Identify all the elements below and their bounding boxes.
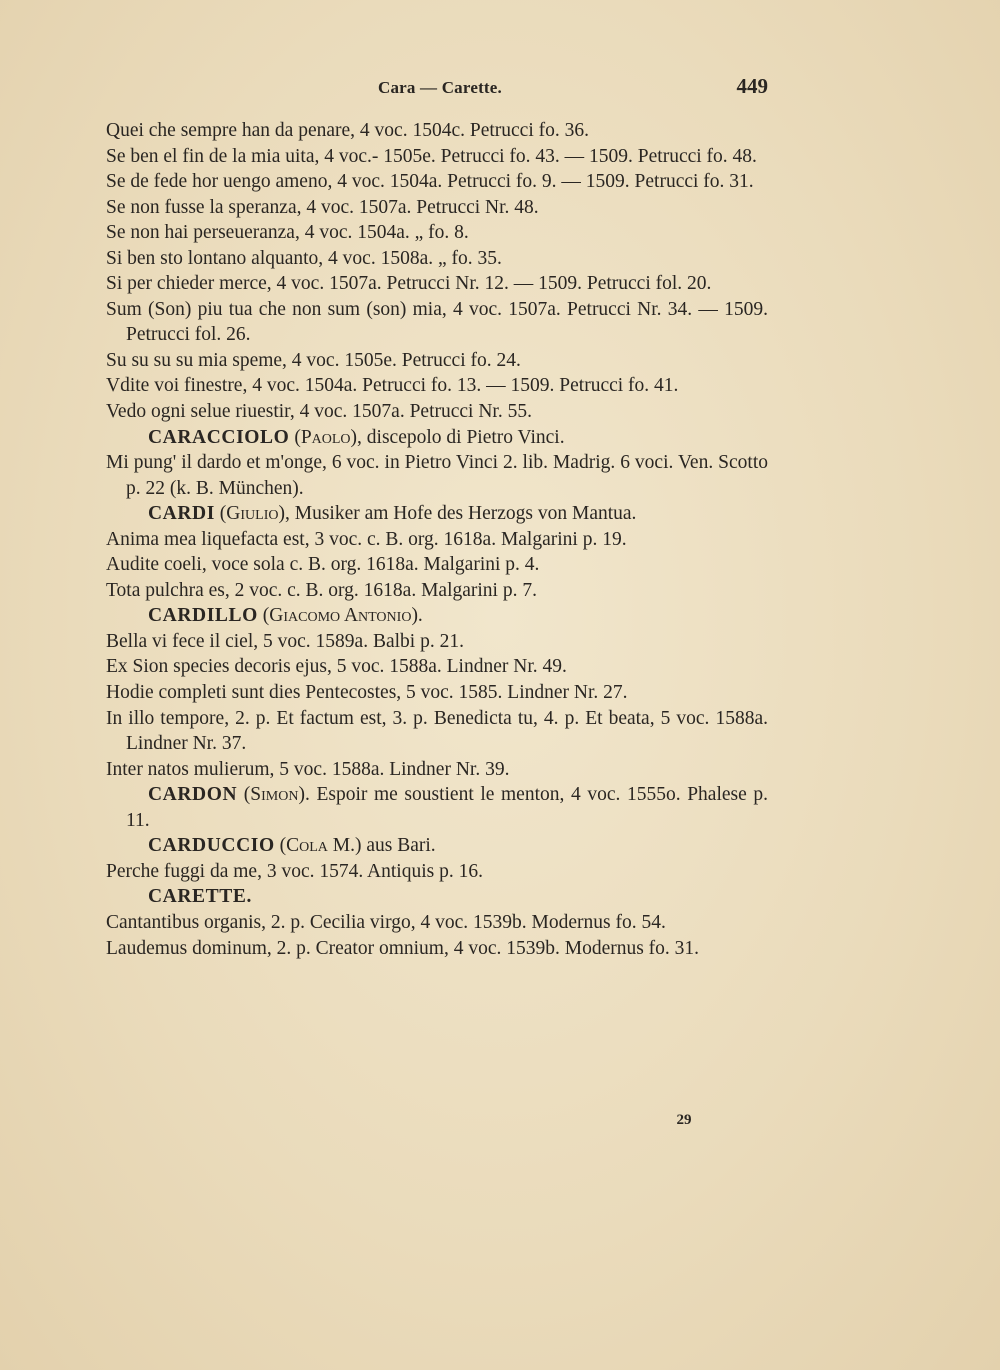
- composer-description: ). Espoir me soustient le menton, 4 voc. 1555o. Phalese p. 11.: [126, 784, 768, 831]
- running-head: [0, 74, 1000, 104]
- text-block: [106, 118, 768, 961]
- composer-description: ), discepolo di Pietro Vinci.: [350, 426, 565, 448]
- entry: Se non fusse la speranza, 4 voc. 1507a. Petrucci Nr. 48.: [106, 196, 539, 218]
- composer-name: CARETTE.: [148, 886, 252, 908]
- qualifier-open: (: [274, 835, 287, 857]
- qualifier-open: (: [289, 426, 301, 448]
- entry: Se de fede hor uengo ameno, 4 voc. 1504a. Petrucci fo. 9. — 1509. Petrucci fo. 31.: [106, 171, 754, 193]
- entry: Se non hai perseueranza, 4 voc. 1504a. „ fo. 8.: [106, 222, 469, 244]
- running-title: Cara — Carette.: [377, 78, 502, 97]
- composer-heading-inline: [106, 782, 768, 833]
- entry: Laudemus dominum, 2. p. Creator omnium, 4 voc. 1539b. Modernus fo. 31.: [106, 937, 700, 959]
- composer-forename: Giulio: [226, 503, 279, 525]
- entry: Bella vi fece il ciel, 5 voc. 1589a. Balbi p. 21.: [106, 630, 464, 652]
- composer-description: ) aus Bari.: [354, 835, 436, 857]
- composer-name: CARACCIOLO: [148, 426, 290, 448]
- composer-forename: Paolo: [300, 426, 351, 448]
- composer-description: ).: [411, 605, 423, 627]
- composer-name: CARDI: [148, 503, 215, 525]
- composer-forename: Giacomo Antonio: [269, 605, 412, 627]
- signature-mark: 29: [676, 1112, 692, 1128]
- composer-heading: [106, 884, 768, 910]
- composer-heading: [106, 603, 768, 629]
- entry: Hodie completi sunt dies Pentecostes, 5 voc. 1585. Lindner Nr. 27.: [106, 682, 628, 704]
- entry: In illo tempore, 2. p. Et factum est, 3. p. Benedicta tu, 4. p. Et beata, 5 voc. 1588a. Lindner Nr. 37.: [106, 707, 768, 755]
- entry: Vdite voi finestre, 4 voc. 1504a. Petrucci fo. 13. — 1509. Petrucci fo. 41.: [106, 375, 679, 397]
- entry: Quei che sempre han da penare, 4 voc. 1504c. Petrucci fo. 36.: [106, 120, 589, 141]
- page-number: 449: [736, 74, 768, 98]
- composer-forename: Simon: [250, 784, 299, 806]
- entry: Su su su su mia speme, 4 voc. 1505e. Petrucci fo. 24.: [106, 349, 521, 371]
- composer-heading: [106, 833, 768, 859]
- entry: Sum (Son) piu tua che non sum (son) mia, 4 voc. 1507a. Petrucci Nr. 34. — 1509. Petrucci fol. 26.: [106, 298, 768, 346]
- composer-forename: Cola M.: [286, 835, 355, 857]
- qualifier-open: (: [257, 605, 270, 627]
- qualifier-open: (: [214, 503, 227, 525]
- composer-heading: [106, 425, 768, 451]
- entry: Si ben sto lontano alquanto, 4 voc. 1508a. „ fo. 35.: [106, 247, 502, 269]
- entry: Se ben el fin de la mia uita, 4 voc.- 1505e. Petrucci fo. 43. — 1509. Petrucci fo. 48.: [106, 145, 757, 167]
- composer-name: CARDILLO: [148, 605, 258, 627]
- entry: Audite coeli, voce sola c. B. org. 1618a. Malgarini p. 4.: [106, 554, 540, 576]
- qualifier-open: (: [237, 784, 251, 806]
- entry: Si per chieder merce, 4 voc. 1507a. Petrucci Nr. 12. — 1509. Petrucci fol. 20.: [106, 273, 712, 295]
- composer-description: ), Musiker am Hofe des Herzogs von Mantua.: [278, 503, 637, 525]
- entry: Inter natos mulierum, 5 voc. 1588a. Lindner Nr. 39.: [106, 758, 510, 780]
- composer-heading: [106, 501, 768, 527]
- entry: Vedo ogni selue riuestir, 4 voc. 1507a. Petrucci Nr. 55.: [106, 401, 532, 423]
- entry: Mi pung' il dardo et m'onge, 6 voc. in Pietro Vinci 2. lib. Madrig. 6 voci. Ven. Scotto p. 22 (k. B. München).: [106, 452, 768, 499]
- entry: Perche fuggi da me, 3 voc. 1574. Antiquis p. 16.: [106, 860, 483, 882]
- composer-name: CARDUCCIO: [148, 835, 275, 857]
- entry: Anima mea liquefacta est, 3 voc. c. B. org. 1618a. Malgarini p. 19.: [106, 528, 627, 550]
- entry: Tota pulchra es, 2 voc. c. B. org. 1618a. Malgarini p. 7.: [106, 579, 537, 601]
- composer-name: CARDON: [148, 784, 238, 806]
- entry: Ex Sion species decoris ejus, 5 voc. 1588a. Lindner Nr. 49.: [106, 656, 567, 678]
- entry: Cantantibus organis, 2. p. Cecilia virgo, 4 voc. 1539b. Modernus fo. 54.: [106, 911, 666, 933]
